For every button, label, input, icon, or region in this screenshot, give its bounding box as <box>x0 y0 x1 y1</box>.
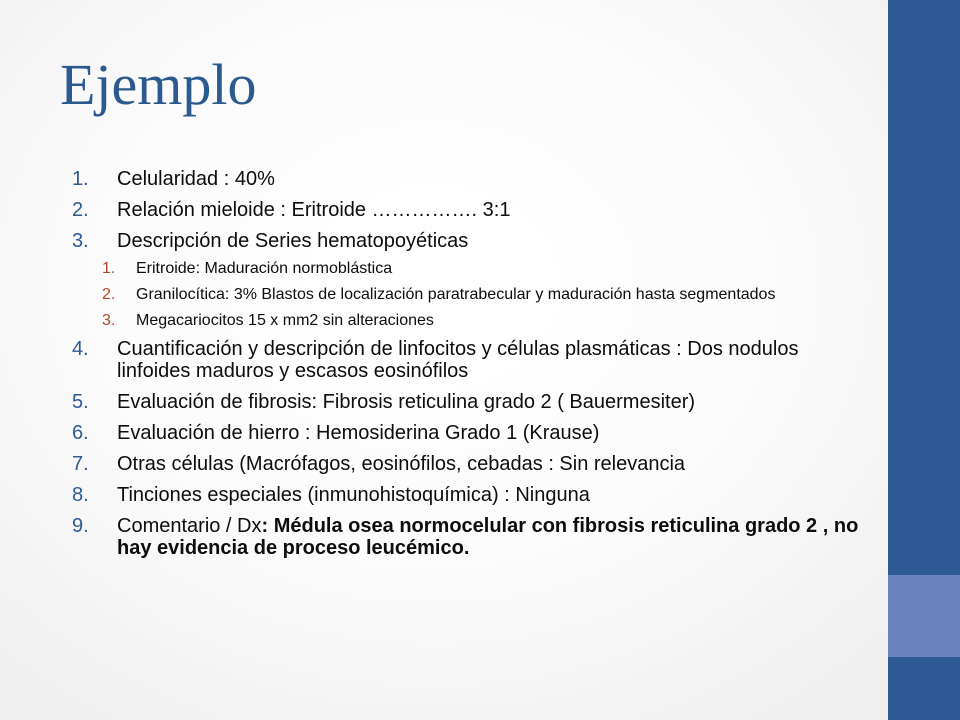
list-item <box>72 230 872 252</box>
list-item <box>72 484 872 506</box>
list-number: 3. <box>72 230 89 252</box>
sub-list-item <box>102 312 872 330</box>
slide-title: Ejemplo <box>60 52 257 117</box>
sub-list-number: 1. <box>102 260 116 277</box>
list-item <box>72 338 872 382</box>
list-number: 4. <box>72 338 89 360</box>
list-item <box>72 453 872 475</box>
sub-list-number: 3. <box>102 312 116 329</box>
sub-list-number: 2. <box>102 286 116 303</box>
sub-list-item <box>102 260 872 278</box>
list-text: Relación mieloide : Eritroide ……………. 3:1 <box>117 199 511 221</box>
diagnosis-text: : Médula osea normocelular con fibrosis reticulina grado 2 , no hay evidencia de proceso leucémico. <box>117 515 859 559</box>
list-text <box>117 515 872 559</box>
list-text: Tinciones especiales (inmunohistoquímica) : Ninguna <box>117 484 590 506</box>
list-number: 6. <box>72 422 89 444</box>
list-text: Evaluación de hierro : Hemosiderina Grado 1 (Krause) <box>117 422 600 444</box>
sidebar-accent-block <box>888 575 960 657</box>
list-number: 9. <box>72 515 89 537</box>
list-item <box>72 422 872 444</box>
sub-list-text: Eritroide: Maduración normoblástica <box>136 260 393 277</box>
list-number: 2. <box>72 199 89 221</box>
list-number: 8. <box>72 484 89 506</box>
list-text: Cuantificación y descripción de linfocitos y células plasmáticas : Dos nodulos linfoides maduros y escasos eosinófilos <box>117 338 799 382</box>
sub-list <box>102 260 872 330</box>
comment-label: Comentario / Dx <box>117 515 262 537</box>
list-item <box>72 391 872 413</box>
list-number: 1. <box>72 168 89 190</box>
sub-list-text: Megacariocitos 15 x mm2 sin alteraciones <box>136 312 434 329</box>
list-text: Celularidad : 40% <box>117 168 275 190</box>
numbered-list <box>72 168 872 568</box>
list-number: 5. <box>72 391 89 413</box>
list-item <box>72 199 872 221</box>
list-number: 7. <box>72 453 89 475</box>
list-item <box>72 515 872 559</box>
sub-list-item <box>102 286 872 304</box>
list-item <box>72 168 872 190</box>
sub-list-text: Granilocítica: 3% Blastos de localización paratrabecular y maduración hasta segmentados <box>136 286 776 303</box>
list-text: Descripción de Series hematopoyéticas <box>117 230 469 252</box>
list-text: Otras células (Macrófagos, eosinófilos, cebadas : Sin relevancia <box>117 453 686 475</box>
list-text: Evaluación de fibrosis: Fibrosis reticulina grado 2 ( Bauermesiter) <box>117 391 696 413</box>
